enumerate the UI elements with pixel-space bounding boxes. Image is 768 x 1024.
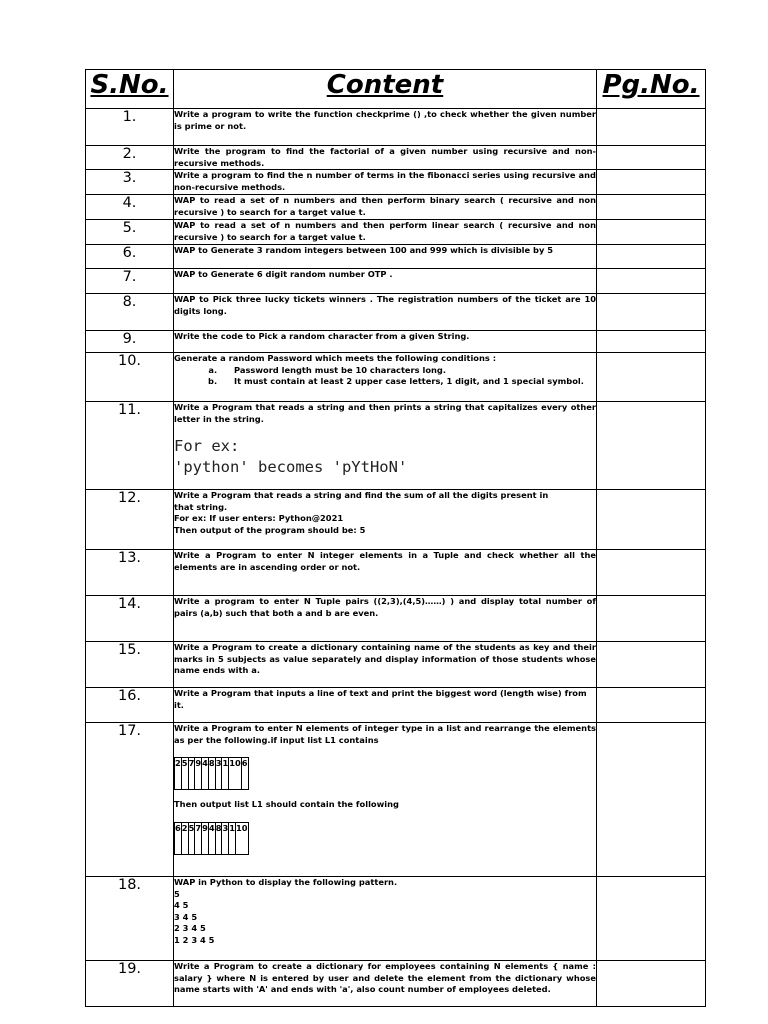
table-row [86,109,706,146]
row-text-line: that string. [174,501,228,512]
list-cell: 9 [195,758,202,790]
row-number: 4. [86,195,174,220]
list-cell: 4 [202,758,209,790]
page-number-cell [597,961,706,1007]
row-number: 7. [86,269,174,294]
row-number: 2. [86,146,174,170]
table-row [86,170,706,195]
page-number-cell [597,353,706,402]
page-number-cell [597,109,706,146]
header-content: Content [174,70,597,109]
row-content [174,220,597,245]
page-number-cell [597,877,706,961]
list-cell: 4 [208,822,215,854]
row-number: 12. [86,490,174,550]
row-content [174,961,597,1007]
row-text: Write a Program that reads a string and then prints a string that capitalizes every other letter in the string. [174,402,596,424]
row-content [174,688,597,723]
table-row [86,220,706,245]
output-list-l1 [174,822,249,855]
list-cell: 8 [208,758,215,790]
table-row [86,195,706,220]
page-number-cell [597,195,706,220]
row-text: WAP to Generate 3 random integers between 100 and 999 which is divisible by 5 [174,245,554,255]
page-number-cell [597,596,706,642]
row-number: 17. [86,723,174,877]
page-number-cell [597,294,706,331]
row-number: 11. [86,402,174,490]
row-content [174,245,597,269]
pattern-line: 2 3 4 5 [174,923,206,933]
list-cell: 6 [241,758,248,790]
table-row [86,402,706,490]
row-text: WAP to Generate 6 digit random number OTP . [174,269,393,279]
table-row [86,245,706,269]
page-number-cell [597,245,706,269]
list-cell: 7 [195,822,202,854]
list-cell: 2 [181,822,188,854]
row-text: Generate a random Password which meets the following conditions : [174,353,497,363]
row-content [174,642,597,688]
table-row [86,550,706,596]
row-content [174,331,597,353]
row-number: 18. [86,877,174,961]
row-number: 16. [86,688,174,723]
row-content [174,550,597,596]
header-row [86,70,706,109]
header-sno: S.No. [86,70,174,109]
row-content [174,402,597,490]
input-list-l1 [174,757,249,790]
index-table [85,69,706,1007]
row-text: WAP in Python to display the following pattern. [174,877,398,887]
row-number: 3. [86,170,174,195]
table-row [86,490,706,550]
example-line: 'python' becomes 'pYtHoN' [174,458,408,476]
row-number: 8. [86,294,174,331]
example-block [174,436,596,478]
table-row [86,642,706,688]
example-line: For ex: [174,437,240,455]
pattern-line: 4 5 [174,900,189,910]
row-text: Write a Program to enter N integer elements in a Tuple and check whether all the elements are in ascending order or not. [174,550,596,572]
condition-item: b. It must contain at least 2 upper case letters, 1 digit, and 1 special symbol. [220,376,596,388]
table-row [86,294,706,331]
page-number-cell [597,170,706,195]
row-content [174,170,597,195]
row-content [174,353,597,402]
row-text: Write a program to write the function checkprime () ,to check whether the given number is prime or not. [174,109,596,131]
row-text: Write a program to enter N Tuple pairs ((2,3),(4,5)……) ) and display total number of pairs (a,b) such that both a and b are even. [174,596,596,618]
row-content [174,195,597,220]
row-text: Write a program to find the n number of terms in the fibonacci series using recursive and non-recursive methods. [174,170,596,192]
row-text-line: Then output list L1 should contain the following [174,799,399,809]
page-number-cell [597,550,706,596]
row-number: 5. [86,220,174,245]
row-number: 14. [86,596,174,642]
row-text: WAP to read a set of n numbers and then perform binary search ( recursive and non recursive ) to search for a target value t. [174,195,596,217]
row-text: WAP to read a set of n numbers and then perform linear search ( recursive and non recursive ) to search for a target value t. [174,220,596,242]
list-cell: 5 [188,822,195,854]
row-number: 10. [86,353,174,402]
table-row [86,353,706,402]
row-text: WAP to Pick three lucky tickets winners . The registration numbers of the ticket are 10 digits long. [174,294,596,316]
table-row [86,877,706,961]
list-cell: 1 [229,822,236,854]
list-cell: 10 [236,822,249,854]
list-cell: 6 [175,822,182,854]
list-cell: 10 [229,758,242,790]
page-number-cell [597,688,706,723]
row-text: Write a Program that inputs a line of text and print the biggest word (length wise) from it. [174,688,587,710]
row-text-line: Write a Program that reads a string and find the sum of all the digits present in [174,490,549,500]
page-number-cell [597,331,706,353]
page-number-cell [597,269,706,294]
row-number: 13. [86,550,174,596]
row-number: 15. [86,642,174,688]
page-number-cell [597,490,706,550]
table-row [86,961,706,1007]
row-text-line: Then output of the program should be: 5 [174,524,366,535]
row-content [174,723,597,877]
row-text: Write the program to find the factorial of a given number using recursive and non-recursive methods. [174,146,596,168]
list-cell: 3 [222,822,229,854]
row-number: 1. [86,109,174,146]
row-content [174,294,597,331]
page-number-cell [597,220,706,245]
row-content [174,146,597,170]
condition-item: a. Password length must be 10 characters long. [220,365,596,377]
row-text: Write the code to Pick a random character from a given String. [174,331,470,341]
row-content [174,877,597,961]
list-cell: 2 [175,758,182,790]
row-content [174,596,597,642]
pattern-line: 3 4 5 [174,911,198,922]
row-content [174,269,597,294]
row-number: 9. [86,331,174,353]
row-text-line: For ex: If user enters: Python@2021 [174,513,344,523]
conditions-list [174,365,596,388]
page-number-cell [597,146,706,170]
list-cell: 8 [215,822,222,854]
list-cell: 9 [202,822,209,854]
row-text: Write a Program to create a dictionary for employees containing N elements { name : salary } where N is entered by user and delete the element from the dictionary whose name starts with 'A' and ends with 'a', also count number of employees deleted. [174,961,596,994]
table-row [86,146,706,170]
pattern-line: 1 2 3 4 5 [174,934,215,945]
list-cell: 7 [188,758,195,790]
row-content [174,490,597,550]
table-row [86,723,706,877]
row-number: 19. [86,961,174,1007]
page-number-cell [597,642,706,688]
list-cell: 1 [222,758,229,790]
table-row [86,688,706,723]
pattern-line: 5 [174,888,180,899]
page-number-cell [597,402,706,490]
table-row [86,331,706,353]
row-text: Write a Program to enter N elements of integer type in a list and rearrange the elements as per the following.if input list L1 contains [174,723,596,745]
table-row [86,269,706,294]
table-row [86,596,706,642]
row-number: 6. [86,245,174,269]
row-content [174,109,597,146]
row-text: Write a Program to create a dictionary containing name of the students as key and their marks in 5 subjects as value separately and display information of those students whose name ends with a. [174,642,596,675]
list-cell: 3 [215,758,222,790]
header-page-number: Pg.No. [597,70,706,109]
page-number-cell [597,723,706,877]
list-cell: 5 [181,758,188,790]
